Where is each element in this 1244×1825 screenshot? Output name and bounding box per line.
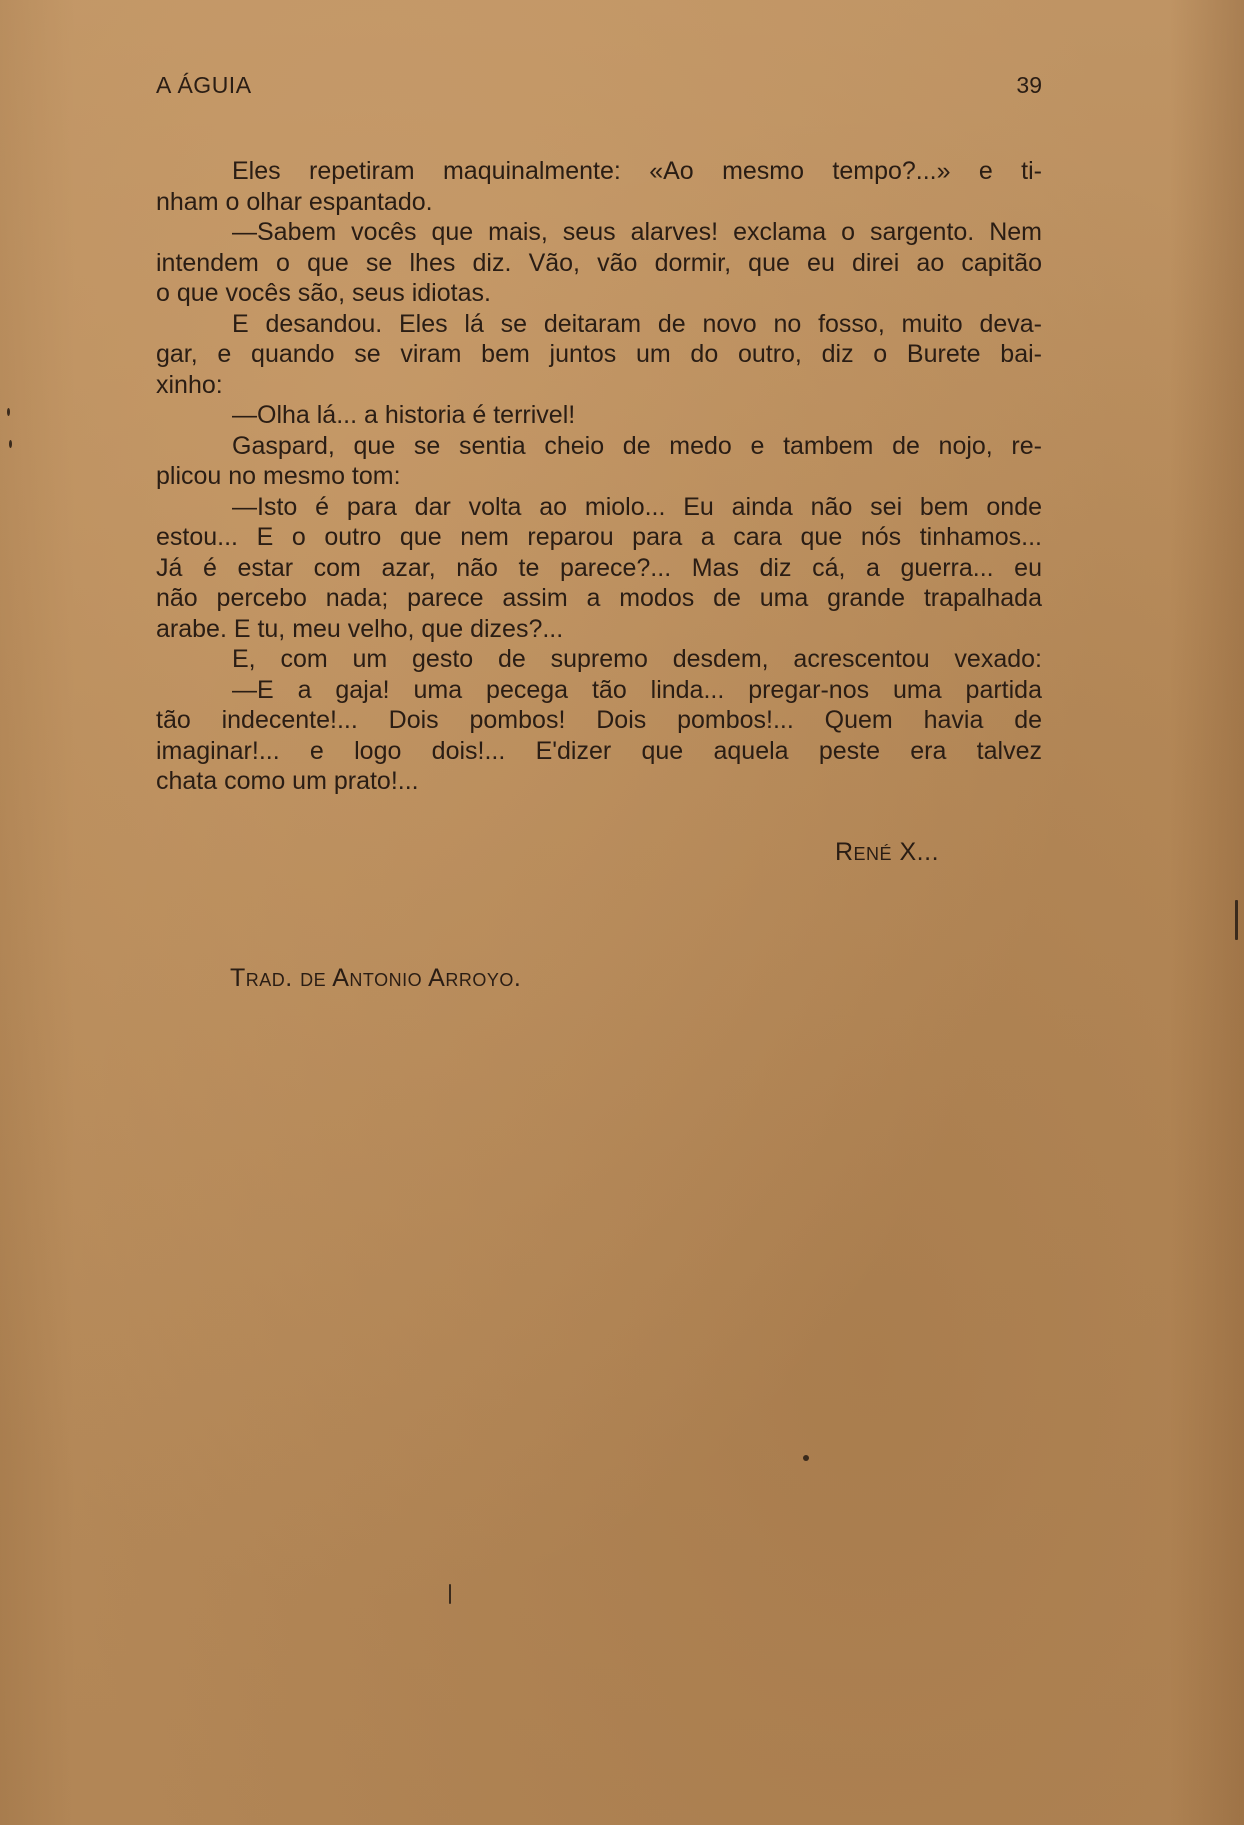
text-line: —Isto é para dar volta ao miolo... Eu ainda não sei bem onde [232, 492, 1042, 521]
paper-speck [7, 408, 10, 416]
text-line: não percebo nada; parece assim a modos de uma grande trapalhada [156, 584, 1042, 612]
text-line: Gaspard, que se sentia cheio de medo e tambem de nojo, re- [232, 431, 1042, 460]
text-line: intendem o que se lhes diz. Vão, vão dormir, que eu direi ao capitão [156, 248, 1042, 277]
text-line: E desandou. Eles lá se deitaram de novo no fosso, muito deva- [232, 309, 1042, 338]
text-line: E, com um gesto de supremo desdem, acrescentou vexado: [232, 645, 1042, 673]
text-line: Eles repetiram maquinalmente: «Ao mesmo tempo?...» e ti- [232, 157, 1042, 185]
paper-speck [449, 1584, 451, 1604]
author-signature: René X... [835, 838, 940, 866]
paper-speck [1235, 900, 1238, 940]
text-line: Já é estar com azar, não te parece?... Mas diz cá, a guerra... eu [156, 553, 1042, 582]
journal-title: A ÁGUIA [156, 72, 252, 98]
text-line: —E a gaja! uma pecega tão linda... pregar-nos uma partida [232, 675, 1042, 704]
text-line: arabe. E tu, meu velho, que dizes?... [156, 614, 564, 643]
text-line: tão indecente!... Dois pombos! Dois pombos!... Quem havia de [156, 706, 1042, 734]
text-line: plicou no mesmo tom: [156, 462, 401, 490]
text-line: xinho: [156, 370, 223, 399]
page-number: 39 [1016, 72, 1042, 98]
translator-credit: Trad. de Antonio Arroyo. [230, 964, 522, 992]
text-line: —Olha lá... a historia é terrivel! [232, 401, 576, 429]
story-text [156, 156, 1042, 797]
text-line: —Sabem vocês que mais, seus alarves! exclama o sargento. Nem [232, 218, 1042, 246]
text-line: estou... E o outro que nem reparou para a cara que nós tinhamos... [156, 523, 1042, 551]
running-head [156, 72, 1042, 104]
paper-speck [9, 440, 12, 448]
text-line: gar, e quando se viram bem juntos um do outro, diz o Burete bai- [156, 340, 1042, 368]
text-line: nham o olhar espantado. [156, 187, 433, 216]
paper-speck [803, 1455, 809, 1461]
text-line: o que vocês são, seus idiotas. [156, 279, 491, 307]
text-line: imaginar!... e logo dois!... E'dizer que aquela peste era talvez [156, 736, 1042, 765]
text-line: chata como um prato!... [156, 767, 419, 795]
